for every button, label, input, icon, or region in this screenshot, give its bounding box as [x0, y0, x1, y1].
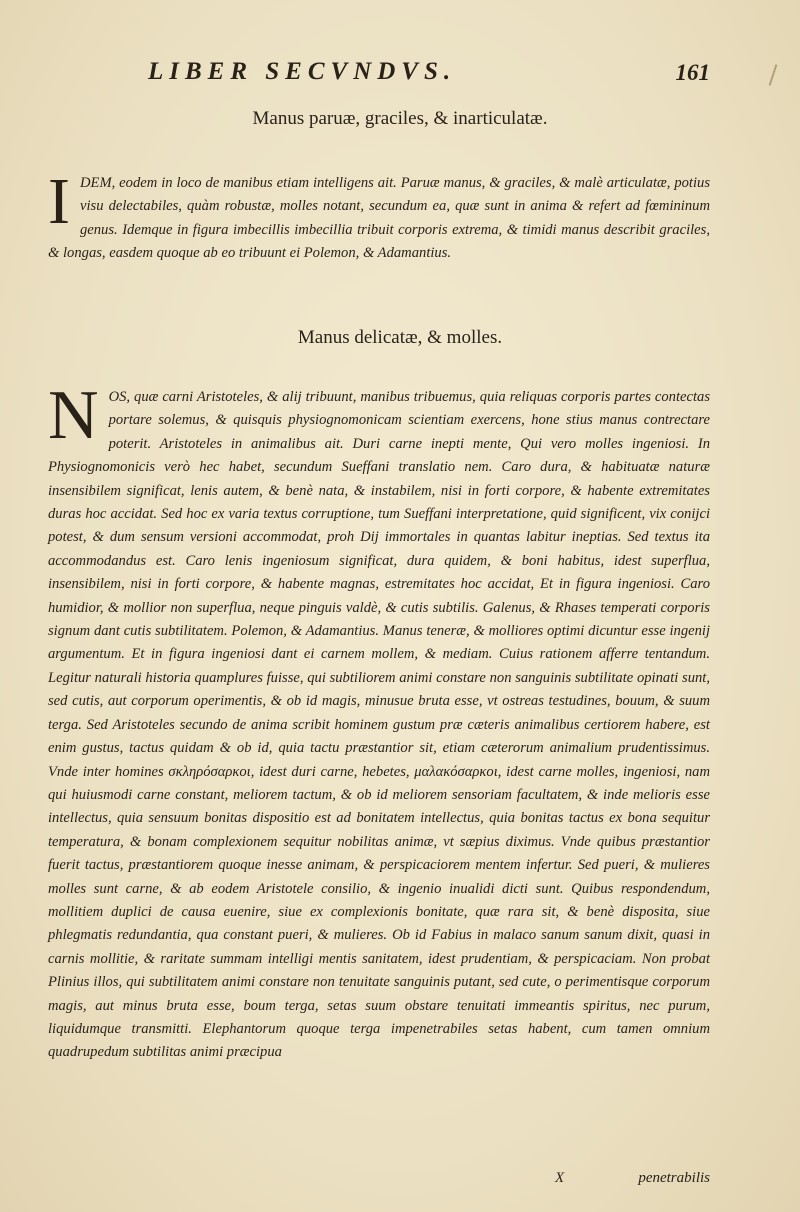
running-title: LIBER SECVNDVS. — [148, 58, 457, 85]
section-heading-manus-delicatae: Manus delicatæ, & molles. — [297, 327, 503, 348]
section-heading-manus-paruae: Manus paruæ, graciles, & inarticulatæ. — [252, 108, 548, 129]
section-text: OS, quæ carni Aristoteles, & alij tribuunt, manibus tribuemus, quia reliquas corporis partes contectas portare solemus, & quisquis physiognomonicam scientiam exercens, hone stius manus contrectare poterit. Aristoteles in animalibus ait. Duri carne inepti mente, Qui vero molles ingeniosi. In Physiognomonicis verò hec habet, secundum Sueffani translatio nem. Caro dura, & habituatæ naturæ insensibilem significat, lenis autem, & benè nata, & instabilem, nisi in forti corpore, & habente extremitates duras hoc accidat. Sed hoc ex varia textus corruptione, tum Sueffani interpretatione, quid significent, vix conijci potest, & dum sensum versioni accommodat, proh Dij immortales in quantas labitur ineptias. Sed textus ita accommodandus est. Caro lenis ingeniosum significat, dura quidem, & boni habitus, idest superflua, insensibilem, nisi in forti corpore, & habente magnas, estremitates hoc accidat, Et in figura ingeniosi. Caro humidior, & mollior non superflua, neque pinguis valdè, & cutis subtilis. Galenus, & Rhases temperati corporis signum dant cutis subtilitatem. Polemon, & Adamantius. Manus teneræ, & molliores optimi dicuntur esse ingenij argumentum. Et in figura ingeniosi dant ei carnem mollem, & mediam. Cuius rationem afferre tentandum. Legitur naturali historia quamplures fuisse, qui subtiliorem animi constare non sanguinis subtilitate opinati sunt, sed cutis, aut corporum operimentis, & ob id magis, minusue bruta esse, vt ostreas testudines, bouum, & suum terga. Sed Aristoteles secundo de anima scribit hominem gustum præ cæteris animalibus certiorem habere, est enim gustus, tactus quidam & ob id, quia tactu præstantior sit, etiam cæterorum animalium prudentissimus. Vnde inter homines σκληρόσαρκοι, idest duri carne, hebetes, μαλακόσαρκοι, idest carne molles, ingeniosi, nam qui huiusmodi carne constant, meliorem tactum, & ob id meliorem sensoriam facultatem, & inde melioris esse intellectus, quia sensuum bonitas dispositio est ad bonitatem intellectus, quia bonitas tactus ex bona sequitur temperatura, & bonam complexionem sequitur nobilitas animæ, vt sæpius diximus. Vnde quibus præstantior fuerit tactus, præstantiorem quoque inesse animam, & perspicaciorem mentem infertur. Sed pueri, & mulieres molles sunt carne, & ab eodem Aristotele consilio, & ingenio inualidi dicti sunt. Quibus respondendum, mollitiem duplici de causa euenire, siue ex complexionis bonitate, quæ rara sit, & benè disposita, siue phlegmatis redundantia, qua constant pueri, & mulieres. Ob id Fabius in malaco sanum sanum dixit, quasi in carnis mollitie, & raritate summam intelligi mentis sanitatem, idest prudentiam, & perspicaciam. Non probat Plinius illos, qui subtilitatem animi constare non tenuitate sanguinis putant, sed cute, o perimentisque corporum magis, aut minus bruta esse, boum terga, setas suum obstare tenuitati immeantis spiritus, nec purum, liquidumque transmitti. Elephantorum quoque terga impenetrabiles setas habent, cum tamen omnium quadrupedum subtilitas animi præcipua — [48, 389, 710, 1061]
drop-cap: N — [48, 377, 99, 454]
signature-mark: X — [555, 1170, 565, 1186]
page-number: 161 — [675, 60, 710, 85]
page-edge-mark — [769, 64, 778, 86]
section-body-manus-delicatae — [48, 377, 710, 1065]
catchword: penetrabilis — [638, 1170, 710, 1186]
section-body-manus-paruae — [48, 165, 710, 266]
page-footer — [555, 1170, 710, 1192]
drop-cap: I — [48, 165, 70, 238]
running-head — [140, 58, 710, 92]
section-text: DEM, eodem in loco de manibus etiam intelligens ait. Paruæ manus, & graciles, & malè articulatæ, potius visu delectabiles, quàm robustæ, molles notant, secundum ea, quæ sunt in anima & refert ad fœmininum genus. Idemque in figura imbecillis imbecillia tribuit corporis extrema, & timidi manus describit graciles, & longas, easdem quoque ab eo tribuunt ei Polemon, & Adamantius. — [48, 175, 710, 262]
